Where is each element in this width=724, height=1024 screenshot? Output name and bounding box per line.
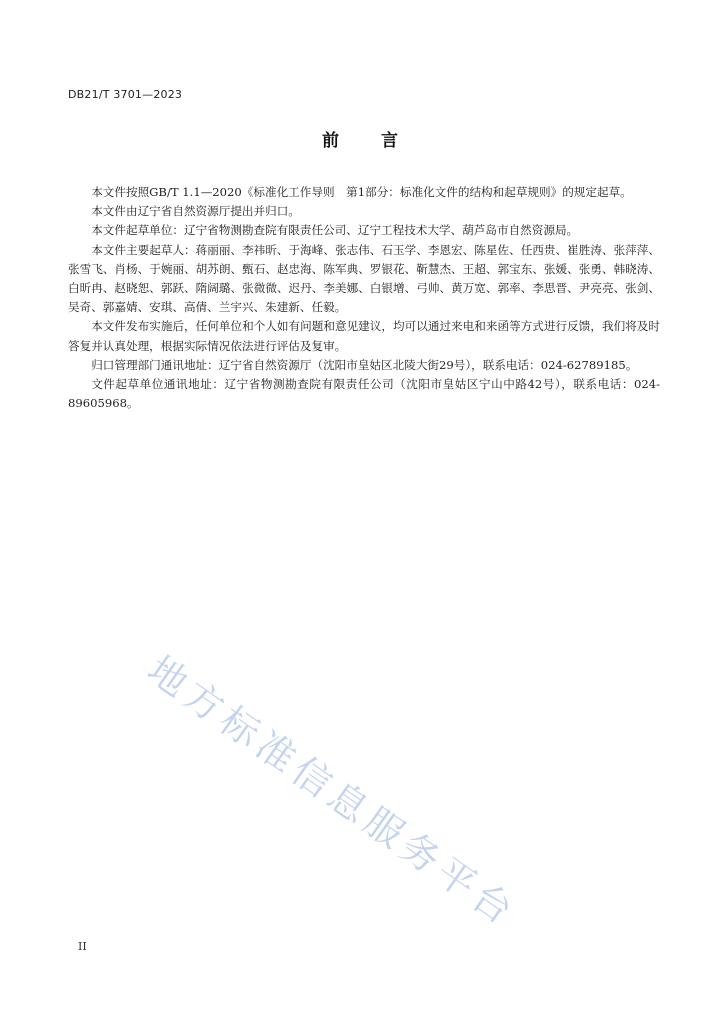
paragraph-proposer: 本文件由辽宁省自然资源厅提出并归口。 bbox=[91, 204, 300, 219]
paragraph-drafting-units: 本文件起草单位：辽宁省物测勘查院有限责任公司、辽宁工程技术大学、葫芦岛市自然资源局。 bbox=[91, 223, 579, 238]
section-title bbox=[0, 126, 724, 151]
paragraph-drafting-rules: 本文件按照GB/T 1.1—2020《标准化工作导则 第1部分：标准化文件的结构和起草规则》的规定起草。 bbox=[91, 185, 632, 199]
foreword-body bbox=[68, 183, 660, 413]
document-code: DB21/T 3701—2023 bbox=[68, 88, 183, 101]
paragraph-feedback: 本文件发布实施后，任何单位和个人如有问题和意见建议，均可以通过来电和来函等方式进行反馈，我们将及时答复并认真处理，根据实际情况依法进行评估及复审。 bbox=[68, 319, 660, 353]
title-char-1: 前 bbox=[322, 131, 343, 151]
paragraph-drafters: 本文件主要起草人：蒋丽丽、李祎昕、于海峰、张志伟、石玉学、李恩宏、陈星佐、任西贵、崔胜涛、张萍萍、张雪飞、肖杨、于婉丽、胡苏朗、甄石、赵忠海、陈军典、罗银花、靳慧杰、王超、郭宝东、张媛、张勇、韩晓涛、白昕冉、赵晓恕、郭跃、隋阔璐、张微微、迟丹、李美娜、白银增、弓帅、黄万宽、郭率、李思晋、尹亮亮、张剑、吴奇、郭嘉婧、安琪、高倩、兰宇兴、朱建新、任毅。 bbox=[68, 242, 660, 315]
paragraph-drafter-address: 文件起草单位通讯地址：辽宁省物测勘查院有限责任公司（沈阳市皇姑区宁山中路42号），联系电话：024-89605968。 bbox=[68, 377, 660, 411]
page-number: II bbox=[78, 940, 87, 953]
title-char-2: 言 bbox=[381, 131, 402, 151]
paragraph-authority-address: 归口管理部门通讯地址：辽宁省自然资源厅（沈阳市皇姑区北陵大街29号），联系电话：024-62789185。 bbox=[91, 357, 638, 372]
watermark-text: 地方标准信息服务平台 bbox=[139, 647, 526, 936]
